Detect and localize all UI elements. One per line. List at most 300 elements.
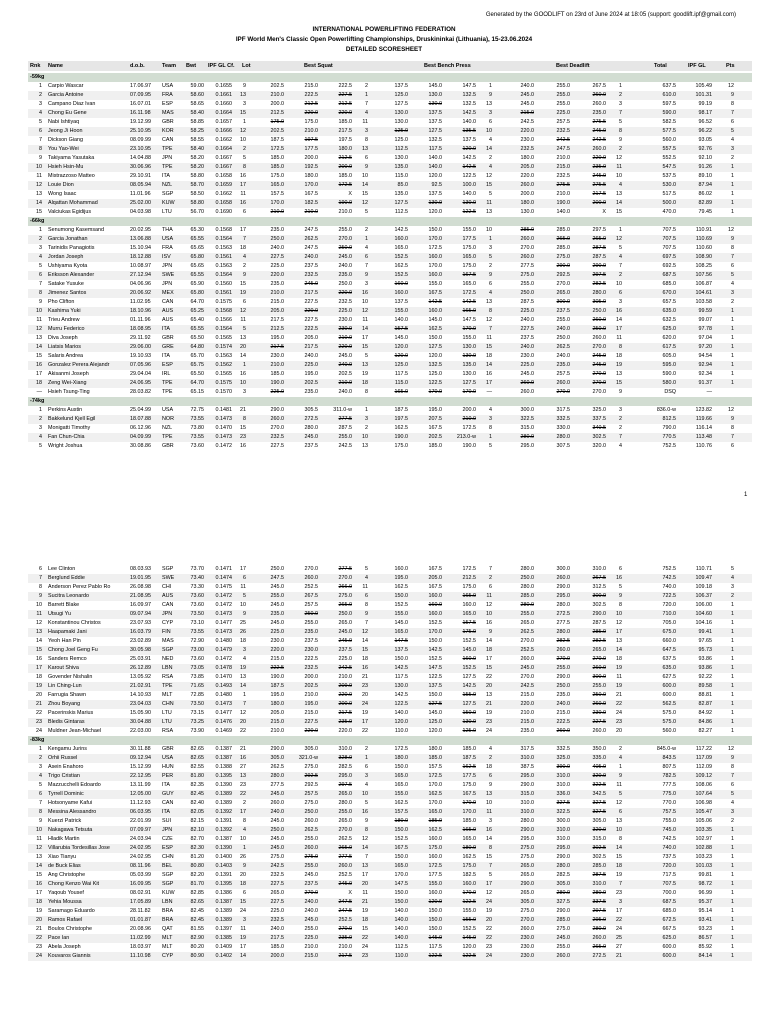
cell-dob: 21.02.91 — [130, 683, 151, 689]
weight-class-label: -74kg — [30, 398, 45, 404]
cell-pts: 6 — [731, 119, 734, 125]
cell-pts: 6 — [731, 443, 734, 449]
cell-squat-1: 210.0 — [270, 92, 284, 98]
cell-bodyweight: 82.45 — [190, 917, 204, 923]
cell-team: ISV — [162, 254, 171, 260]
cell-rank: 17 — [36, 371, 42, 377]
cell-deadlift-3: X — [602, 209, 606, 215]
cell-ipfgl-coef: 0.1563 — [215, 353, 232, 359]
cell-squat-place: 18 — [362, 656, 368, 662]
cell-deadlift-1: 285.0 — [520, 593, 534, 599]
cell-ipfgl-points: 123.82 — [695, 407, 712, 413]
cell-deadlift-3: 260.0 — [592, 935, 606, 941]
cell-squat-2: 240.0 — [304, 908, 318, 914]
cell-deadlift-place: 10 — [616, 173, 622, 179]
cell-squat-place: 15 — [362, 647, 368, 653]
cell-squat-2: 175.0 — [304, 119, 318, 125]
cell-lot: 18 — [240, 638, 246, 644]
cell-squat-2: 217.5 — [304, 344, 318, 350]
cell-deadlift-place: 18 — [616, 656, 622, 662]
cell-bench-place: 17 — [486, 656, 492, 662]
cell-dob: 16.03.79 — [130, 629, 151, 635]
cell-lot: 16 — [240, 371, 246, 377]
cell-squat-3: 237.5 — [338, 647, 352, 653]
cell-squat-place: 18 — [362, 917, 368, 923]
cell-ipfgl-points: 98.72 — [698, 881, 712, 887]
cell-lot: 25 — [240, 620, 246, 626]
cell-squat-place: 12 — [362, 836, 368, 842]
cell-total: 647.5 — [662, 647, 676, 653]
cell-squat-3: 250.0 — [338, 281, 352, 287]
cell-pts: 1 — [731, 719, 734, 725]
cell-bench-3: 145.0 — [462, 935, 476, 941]
cell-ipfgl-points: 92.34 — [698, 371, 712, 377]
cell-bench-2: 147.5 — [428, 665, 442, 671]
cell-bench-place: 2 — [489, 155, 492, 161]
cell-squat-place: 9 — [365, 164, 368, 170]
cell-bench-2: 170.0 — [428, 236, 442, 242]
cell-ipfgl-coef: 0.1390 — [215, 845, 232, 851]
cell-ipfgl-coef: 0.1387 — [215, 836, 232, 842]
cell-dob: 24.03.94 — [130, 836, 151, 842]
cell-rank: 19 — [36, 683, 42, 689]
cell-dob: 20.06.92 — [130, 290, 151, 296]
cell-bench-3: 130.0 — [462, 353, 476, 359]
cell-pts: 5 — [731, 791, 734, 797]
cell-squat-1: 175.0 — [270, 119, 284, 125]
cell-bodyweight: 58.80 — [190, 173, 204, 179]
cell-squat-1: 185.0 — [270, 371, 284, 377]
cell-lot: 17 — [240, 566, 246, 572]
cell-bench-2: 172.5 — [428, 773, 442, 779]
cell-bodyweight: 65.25 — [190, 308, 204, 314]
cell-ipfgl-coef: 0.1664 — [215, 110, 232, 116]
cell-bench-3: 175.0 — [462, 629, 476, 635]
cell-bench-1: 152.5 — [394, 836, 408, 842]
cell-squat-3: 235.0 — [338, 719, 352, 725]
cell-pts: 1 — [731, 638, 734, 644]
cell-squat-2: 222.5 — [304, 656, 318, 662]
cell-team: JPN — [162, 827, 173, 833]
cell-squat-3: 260.0 — [338, 863, 352, 869]
cell-team: CHN — [162, 854, 174, 860]
cell-deadlift-2: 280.0 — [556, 863, 570, 869]
cell-name: Asein Enahoro — [48, 764, 84, 770]
cell-dob: 10.08.97 — [130, 263, 151, 269]
cell-squat-2: 272.5 — [304, 416, 318, 422]
cell-squat-1: 265.0 — [270, 890, 284, 896]
cell-deadlift-3: 270.0 — [592, 380, 606, 386]
cell-total: 720.0 — [662, 863, 676, 869]
cell-deadlift-place: 8 — [619, 128, 622, 134]
cell-rank: 17 — [36, 890, 42, 896]
cell-squat-2: 275.0 — [304, 764, 318, 770]
cell-squat-2: 237.5 — [304, 443, 318, 449]
cell-deadlift-3: 227.5 — [592, 719, 606, 725]
table-row — [28, 844, 752, 853]
cell-deadlift-2: 295.0 — [556, 593, 570, 599]
cell-deadlift-1: 260.0 — [520, 236, 534, 242]
cell-ipfgl-coef: 0.1476 — [215, 719, 232, 725]
cell-bench-2: 120.0 — [428, 209, 442, 215]
cell-bench-2: 160.0 — [428, 602, 442, 608]
cell-deadlift-1: 245.0 — [520, 665, 534, 671]
cell-squat-place: 9 — [365, 818, 368, 824]
table-row — [28, 673, 752, 682]
cell-total: 812.5 — [662, 416, 676, 422]
cell-bench-1: 142.5 — [394, 227, 408, 233]
cell-squat-3: 220.0 — [338, 290, 352, 296]
cell-rank: 20 — [36, 917, 42, 923]
cell-squat-2: 250.0 — [304, 809, 318, 815]
cell-ipfgl-points: 109.18 — [695, 584, 712, 590]
cell-ipfgl-points: 82.87 — [698, 701, 712, 707]
cell-total: 707.5 — [662, 236, 676, 242]
table-row — [28, 325, 752, 334]
cell-deadlift-1: 280.0 — [520, 566, 534, 572]
cell-squat-place: 3 — [365, 416, 368, 422]
cell-squat-3: 210.0 — [338, 380, 352, 386]
cell-squat-1: 242.5 — [270, 863, 284, 869]
cell-rank: 9 — [39, 593, 42, 599]
cell-total: 672.5 — [662, 917, 676, 923]
cell-ipfgl-coef: 0.1481 — [215, 407, 232, 413]
cell-ipfgl-coef: 0.1409 — [215, 944, 232, 950]
cell-deadlift-3: 282.5 — [592, 638, 606, 644]
cell-team: TPE — [162, 389, 173, 395]
cell-lot: 14 — [240, 953, 246, 959]
cell-rank: 2 — [39, 755, 42, 761]
cell-rank: 2 — [39, 236, 42, 242]
cell-total: 637.5 — [662, 656, 676, 662]
cell-deadlift-place: 12 — [616, 620, 622, 626]
table-row — [28, 343, 752, 352]
cell-bench-2: 130.0 — [428, 101, 442, 107]
cell-team: JPN — [162, 611, 173, 617]
cell-deadlift-1: 280.0 — [520, 434, 534, 440]
cell-lot: 11 — [240, 191, 246, 197]
cell-bench-place: 24 — [486, 899, 492, 905]
cell-ipfgl-coef: 0.1480 — [215, 692, 232, 698]
cell-bodyweight: 58.85 — [190, 119, 204, 125]
cell-name: You Yao-Wei — [48, 146, 79, 152]
cell-ipfgl-coef: 0.1472 — [215, 656, 232, 662]
cell-dob: 25.03.91 — [130, 656, 151, 662]
cell-name: Jimenez Santos — [48, 290, 87, 296]
cell-bench-place: 5 — [489, 191, 492, 197]
cell-team: FRA — [162, 245, 173, 251]
cell-bodyweight: 73.80 — [190, 425, 204, 431]
table-row — [28, 307, 752, 316]
cell-bench-1: 155.0 — [394, 611, 408, 617]
cell-squat-1: 185.0 — [270, 155, 284, 161]
cell-pts: 2 — [731, 818, 734, 824]
cell-total: 740.0 — [662, 584, 676, 590]
cell-lot: 18 — [240, 881, 246, 887]
cell-total: 582.5 — [662, 119, 676, 125]
cell-deadlift-place: 23 — [616, 890, 622, 896]
cell-bench-place: 4 — [489, 137, 492, 143]
cell-squat-3: 217.5 — [338, 710, 352, 716]
cell-deadlift-2: 215.0 — [556, 710, 570, 716]
cell-total: 675.0 — [662, 629, 676, 635]
cell-squat-3: 230.0 — [338, 326, 352, 332]
federation-title: INTERNATIONAL POWERLIFTING FEDERATION — [312, 26, 456, 33]
cell-lot: 13 — [240, 92, 246, 98]
cell-ipfgl-coef: 0.1390 — [215, 782, 232, 788]
cell-total: 560.0 — [662, 137, 676, 143]
cell-rank: 1 — [39, 746, 42, 752]
cell-ipfgl-points: 95.73 — [698, 647, 712, 653]
cell-bench-2: 152.5 — [428, 620, 442, 626]
cell-ipfgl-points: 110.71 — [695, 566, 712, 572]
cell-bench-place: 22 — [486, 926, 492, 932]
cell-deadlift-place: 18 — [616, 863, 622, 869]
cell-deadlift-2: 250.0 — [556, 335, 570, 341]
cell-deadlift-place: 6 — [619, 290, 622, 296]
cell-bench-2: 122.5 — [428, 380, 442, 386]
cell-deadlift-place: 17 — [616, 629, 622, 635]
cell-deadlift-1: 215.0 — [520, 692, 534, 698]
cell-squat-2: 247.5 — [304, 245, 318, 251]
cell-deadlift-3: 275.5 — [592, 119, 606, 125]
cell-team: ITA — [162, 326, 170, 332]
cell-deadlift-1: 240.0 — [520, 317, 534, 323]
cell-squat-1: 180.0 — [270, 701, 284, 707]
cell-bench-2: 160.0 — [428, 611, 442, 617]
cell-squat-place: 22 — [362, 935, 368, 941]
cell-rank: 10 — [36, 308, 42, 314]
cell-dob: 15.12.99 — [130, 764, 151, 770]
cell-deadlift-place: 19 — [616, 872, 622, 878]
cell-bench-2: 137.5 — [428, 683, 442, 689]
cell-squat-3: 265.0 — [338, 845, 352, 851]
cell-squat-2: 222.5 — [304, 326, 318, 332]
col-rnk: Rnk — [30, 63, 41, 69]
cell-dob: 29.11.92 — [130, 335, 151, 341]
cell-dob: 13.05.92 — [130, 674, 151, 680]
cell-dob: 27.12.94 — [130, 272, 151, 278]
cell-bodyweight: 73.85 — [190, 674, 204, 680]
cell-lot: 2 — [243, 146, 246, 152]
table-row — [28, 826, 752, 835]
cell-deadlift-2: 237.5 — [556, 308, 570, 314]
cell-total: 745.0 — [662, 827, 676, 833]
cell-deadlift-2: 262.5 — [556, 344, 570, 350]
cell-deadlift-1: 260.0 — [520, 254, 534, 260]
cell-ipfgl-points: 103.35 — [695, 827, 712, 833]
cell-deadlift-1: 230.0 — [520, 353, 534, 359]
cell-ipfgl-coef: 0.1389 — [215, 791, 232, 797]
table-row — [28, 808, 752, 817]
cell-squat-2: 202.5 — [304, 380, 318, 386]
cell-total: 627.5 — [662, 674, 676, 680]
cell-total: 845.0-w — [656, 746, 676, 752]
cell-squat-place: 19 — [362, 371, 368, 377]
cell-ipfgl-coef: 0.1568 — [215, 308, 232, 314]
cell-squat-2: 292.5 — [304, 782, 318, 788]
cell-deadlift-1: 260.0 — [520, 389, 534, 395]
cell-deadlift-2: 390.0 — [556, 764, 570, 770]
cell-bench-place: 6 — [489, 584, 492, 590]
cell-ipfgl-points: 103.23 — [695, 854, 712, 860]
cell-bodyweight: 58.20 — [190, 164, 204, 170]
cell-ipfgl-points: 106.37 — [695, 593, 712, 599]
cell-squat-2: 217.5 — [304, 290, 318, 296]
cell-team: BRA — [162, 908, 174, 914]
cell-rank: 24 — [36, 953, 42, 959]
cell-bench-3: 187.5 — [462, 755, 476, 761]
cell-team: KOR — [162, 128, 174, 134]
cell-deadlift-3: 327.5 — [592, 800, 606, 806]
cell-deadlift-place: 1 — [619, 764, 622, 770]
cell-deadlift-2: 232.5 — [556, 128, 570, 134]
cell-deadlift-1: 280.0 — [520, 602, 534, 608]
cell-rank: 13 — [36, 854, 42, 860]
cell-pts: 1 — [731, 854, 734, 860]
cell-bench-1: 150.0 — [394, 899, 408, 905]
cell-bodyweight: 58.80 — [190, 200, 204, 206]
cell-deadlift-3: 200.0 — [592, 200, 606, 206]
cell-bodyweight: 73.50 — [190, 701, 204, 707]
cell-bench-1: 115.0 — [394, 173, 408, 179]
cell-squat-2: 270.0 — [304, 566, 318, 572]
cell-deadlift-1: 230.0 — [520, 137, 534, 143]
cell-pts: 4 — [731, 137, 734, 143]
cell-team: SUI — [162, 818, 171, 824]
cell-squat-2: 280.0 — [304, 425, 318, 431]
cell-bench-2: 137.5 — [428, 110, 442, 116]
table-row — [28, 442, 752, 451]
table-row — [28, 82, 752, 91]
cell-squat-2: 210.0 — [304, 944, 318, 950]
cell-bench-1: 165.0 — [394, 629, 408, 635]
table-row — [28, 772, 752, 781]
cell-name: Kuerzi Patrick — [48, 818, 82, 824]
cell-bench-3: 167.5 — [462, 272, 476, 278]
cell-rank: 12 — [36, 845, 42, 851]
cell-squat-place: 6 — [365, 593, 368, 599]
cell-dob: 01.11.96 — [130, 317, 151, 323]
cell-bench-1: 150.0 — [394, 827, 408, 833]
cell-bench-2: 120.0 — [428, 899, 442, 905]
cell-squat-1: 250.0 — [270, 566, 284, 572]
cell-bench-3: 160.0 — [462, 656, 476, 662]
cell-bodyweight: 58.65 — [190, 101, 204, 107]
cell-pts: 1 — [731, 362, 734, 368]
cell-squat-1: 217.5 — [270, 317, 284, 323]
cell-bench-place: 4 — [489, 290, 492, 296]
cell-ipfgl-points: 92.94 — [698, 362, 712, 368]
cell-rank: 10 — [36, 164, 42, 170]
cell-deadlift-2: 260.0 — [556, 728, 570, 734]
cell-squat-3: 250.0 — [338, 245, 352, 251]
cell-deadlift-2: 255.0 — [556, 101, 570, 107]
cell-bodyweight: 58.50 — [190, 191, 204, 197]
cell-squat-2: 237.5 — [304, 263, 318, 269]
cell-lot: 5 — [243, 593, 246, 599]
cell-rank: 10 — [36, 827, 42, 833]
cell-bench-3: 120.0 — [462, 944, 476, 950]
cell-rank: 24 — [36, 728, 42, 734]
cell-deadlift-1: 310.0 — [520, 809, 534, 815]
cell-name: Abela Joseph — [48, 944, 81, 950]
cell-bench-1: 162.5 — [394, 425, 408, 431]
cell-rank: 10 — [36, 602, 42, 608]
cell-bench-2: 162.5 — [428, 326, 442, 332]
cell-squat-1: 215.0 — [270, 299, 284, 305]
cell-team: GBR — [162, 119, 174, 125]
cell-squat-3: 242.5 — [338, 443, 352, 449]
cell-deadlift-2: 292.5 — [556, 272, 570, 278]
cell-bench-1: 165.0 — [394, 245, 408, 251]
cell-bodyweight: 73.05 — [190, 665, 204, 671]
cell-bench-place: 22 — [486, 674, 492, 680]
table-row — [28, 835, 752, 844]
cell-deadlift-place: 3 — [619, 407, 622, 413]
cell-team: NZL — [162, 182, 173, 188]
cell-team: LTU — [162, 719, 172, 725]
cell-deadlift-1: 275.0 — [520, 854, 534, 860]
cell-squat-1: 217.5 — [270, 344, 284, 350]
cell-ipfgl-points: 116.14 — [695, 425, 712, 431]
cell-pts: 3 — [731, 146, 734, 152]
cell-total: 685.0 — [662, 281, 676, 287]
cell-deadlift-3: 265.0 — [592, 236, 606, 242]
weight-class-label: -66kg — [30, 218, 45, 224]
cell-name: Saramago Eduardo — [48, 908, 95, 914]
cell-rank: 17 — [36, 665, 42, 671]
cell-bench-1: 152.5 — [394, 272, 408, 278]
cell-name: Eriksson Alexander — [48, 272, 95, 278]
cell-dob: 30.05.98 — [130, 647, 151, 653]
cell-squat-2: 292.5 — [304, 773, 318, 779]
cell-pts: 1 — [731, 872, 734, 878]
cell-rank: 6 — [39, 272, 42, 278]
cell-ipfgl-points: 97.65 — [698, 638, 712, 644]
col-pts: Pts — [726, 63, 735, 69]
cell-total: 610.0 — [662, 92, 676, 98]
cell-deadlift-1: 262.5 — [520, 629, 534, 635]
cell-deadlift-place: 16 — [616, 575, 622, 581]
cell-total: 685.0 — [662, 908, 676, 914]
cell-deadlift-1: 317.5 — [520, 746, 534, 752]
cell-bench-1: 165.0 — [394, 389, 408, 395]
col-ipfgl: IPF GL — [688, 63, 706, 69]
cell-bench-3: 130.0 — [462, 719, 476, 725]
cell-squat-1: 215.0 — [270, 656, 284, 662]
cell-bench-1: 172.5 — [394, 746, 408, 752]
cell-deadlift-3: 235.0 — [592, 110, 606, 116]
table-row — [28, 136, 752, 145]
cell-dob: 29.04.04 — [130, 371, 151, 377]
cell-pts: 1 — [731, 926, 734, 932]
cell-bodyweight: 73.60 — [190, 593, 204, 599]
cell-deadlift-place: 19 — [616, 665, 622, 671]
cell-deadlift-place: 5 — [619, 584, 622, 590]
cell-lot: 4 — [243, 827, 246, 833]
cell-deadlift-place: 3 — [619, 101, 622, 107]
cell-bench-2: 137.5 — [428, 191, 442, 197]
cell-deadlift-1: 227.5 — [520, 326, 534, 332]
cell-pts: 9 — [731, 236, 734, 242]
cell-bench-1: 195.0 — [394, 575, 408, 581]
cell-bodyweight: 65.70 — [190, 353, 204, 359]
cell-rank: 18 — [36, 674, 42, 680]
cell-name: Tarinidis Panagiotis — [48, 245, 95, 251]
cell-squat-place: 14 — [362, 326, 368, 332]
cell-bench-3: 132.5 — [462, 101, 476, 107]
